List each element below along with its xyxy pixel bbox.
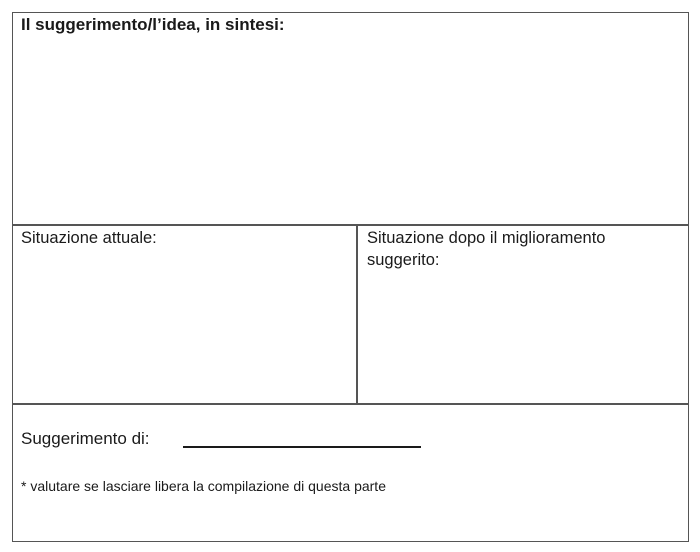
author-field-underline[interactable] xyxy=(183,446,421,448)
current-situation-label: Situazione attuale: xyxy=(21,229,157,247)
current-situation-section xyxy=(12,224,358,405)
summary-section xyxy=(12,12,689,226)
summary-label: Il suggerimento/l’idea, in sintesi: xyxy=(21,15,285,34)
author-label: Suggerimento di: xyxy=(21,429,150,448)
note-text: * valutare se lasciare libera la compilazione di questa parte xyxy=(21,478,386,494)
author-section xyxy=(12,403,689,542)
after-improvement-label-line2: suggerito: xyxy=(367,251,440,269)
after-improvement-label-line1: Situazione dopo il miglioramento xyxy=(367,229,606,247)
